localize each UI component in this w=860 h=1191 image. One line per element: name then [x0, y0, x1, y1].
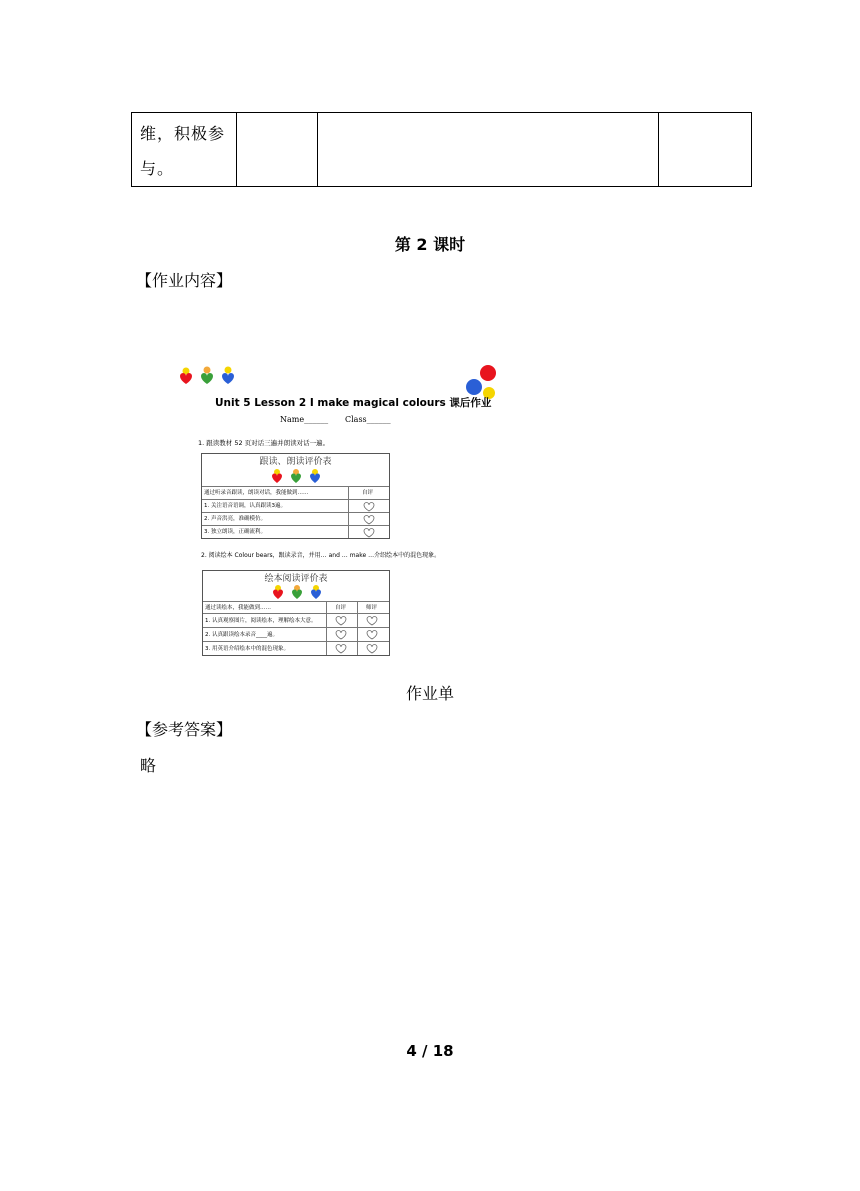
- picture-book-eval-row: 2. 认真跟读绘本录音____遍。: [205, 632, 278, 638]
- reading-eval-header: 通过听录音跟读，朗读对话，我能做到……: [204, 490, 309, 496]
- class-label: Class______: [345, 415, 391, 424]
- task-1-text: 1. 跟读教材 52 页对话三遍并朗读对话一遍。: [198, 439, 330, 447]
- reading-eval-row: 1. 关注语音语调，认真跟读3遍。: [204, 503, 286, 509]
- lesson-title: 第 2 课时: [394, 235, 466, 254]
- heart-outline-icon: [334, 615, 382, 655]
- picture-book-eval-header: 通过读绘本，我能做到……: [205, 605, 272, 611]
- homework-heading: 【作业内容】: [136, 271, 233, 290]
- picture-book-eval-row: 3. 用英语介绍绘本中的混色现象。: [205, 646, 289, 652]
- heart-outline-icon: [362, 501, 376, 538]
- picture-book-eval-row: 1. 认真观察图片，阅读绘本，理解绘本大意。: [205, 618, 317, 624]
- reading-eval-heading: 跟读、朗读评价表: [259, 457, 332, 467]
- self-eval-header: 自评: [335, 605, 347, 611]
- answer-heading: 【参考答案】: [136, 720, 233, 739]
- worksheet-title: Unit 5 Lesson 2 I make magical colours 课后作业: [215, 397, 492, 409]
- picture-book-eval-table: [202, 570, 390, 656]
- task-2-text: 2. 阅读绘本 Colour bears，跟读录音，并用… and … make …介绍绘本中的混色现象。: [201, 552, 441, 559]
- cell-text-line2: 与。: [140, 159, 175, 178]
- answer-text: 略: [140, 756, 157, 775]
- table-cell-empty: [318, 113, 659, 187]
- hearts-icon: [268, 467, 324, 485]
- reading-eval-table: [201, 453, 390, 539]
- picture-book-eval-heading: 绘本阅读评价表: [264, 574, 328, 584]
- name-label: Name______: [280, 415, 329, 424]
- table-cell-description: [132, 113, 237, 187]
- table-cell-empty: [237, 113, 318, 187]
- teacher-eval-header: 师评: [366, 605, 378, 611]
- reading-eval-row: 2. 声音洪亮，准确模仿。: [204, 516, 266, 522]
- evaluation-table-fragment: [131, 112, 752, 187]
- reading-eval-row: 3. 独立朗读，正确流利。: [204, 529, 266, 535]
- hearts-icon: [176, 364, 238, 386]
- cell-text-line1: 维，积极参: [140, 124, 226, 143]
- self-eval-header: 自评: [362, 490, 374, 496]
- page-number: 4 / 18: [406, 1042, 454, 1060]
- worksheet-caption: 作业单: [405, 684, 454, 703]
- hearts-icon: [269, 583, 325, 601]
- table-cell-empty: [659, 113, 752, 187]
- homework-worksheet: [168, 358, 508, 658]
